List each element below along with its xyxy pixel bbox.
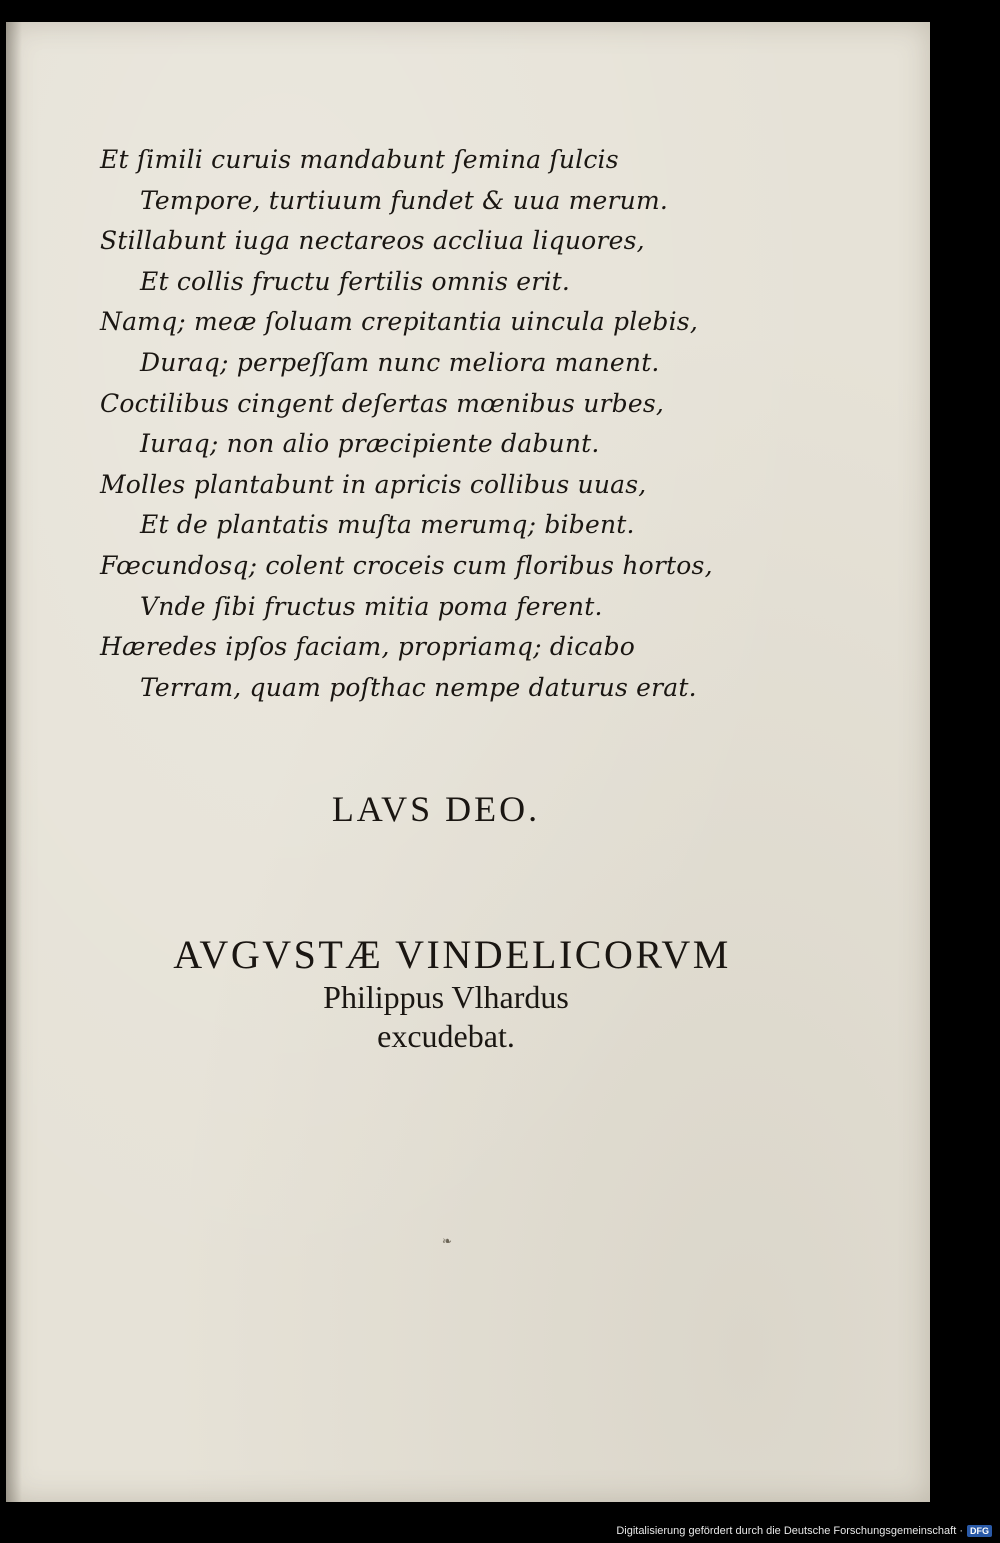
verse-line: Fœcundosq; colent croceis cum floribus hortos, [100, 550, 713, 580]
verse-line: Duraq; perpeſſam nunc meliora manent. [140, 347, 660, 377]
page-gutter-shadow [6, 22, 22, 1502]
imprint-place: AVGVSTÆ VINDELICORVM [173, 932, 731, 977]
laus-deo-heading: LAVS DEO. [331, 789, 541, 829]
colophon [6, 932, 886, 1056]
verse-line: Terram, quam poſthac nempe daturus erat. [140, 672, 697, 702]
verse-line: Stillabunt iuga nectareos accliua liquores, [100, 226, 645, 256]
credit-text: Digitalisierung gefördert durch die Deutsche Forschungsgemeinschaft · [616, 1525, 963, 1537]
verse-line: Hæredes ipſos faciam, propriamq; dicabo [100, 632, 636, 662]
verse-line: Et collis fructu fertilis omnis erit. [140, 266, 571, 296]
digitization-credit [616, 1525, 992, 1537]
verse-line: Et ſimili curuis mandabunt ſemina ſulcis [100, 145, 619, 174]
fleuron-ornament-icon: ❧ [442, 1234, 453, 1248]
verse-line: Molles plantabunt in apricis collibus uuas, [100, 469, 647, 499]
verse-line: Tempore, turtiuum fundet & uua merum. [140, 185, 669, 215]
verse-line: Vnde ſibi fructus mitia poma ferent. [140, 591, 603, 621]
book-page [6, 22, 930, 1502]
verse-line: Namq; meæ ſoluam crepitantia uincula plebis, [100, 307, 698, 337]
imprint-verb: excudebat. [377, 1018, 515, 1054]
verse-block [100, 140, 800, 708]
imprint-printer: Philippus Vlhardus [323, 979, 569, 1015]
dfg-logo: DFG [967, 1525, 992, 1537]
verse-line: Coctilibus cingent deſertas mœnibus urbes, [100, 388, 665, 418]
verse-line: Iuraq; non alio præcipiente dabunt. [140, 429, 600, 459]
verse-line: Et de plantatis muſta merumq; bibent. [140, 510, 635, 540]
